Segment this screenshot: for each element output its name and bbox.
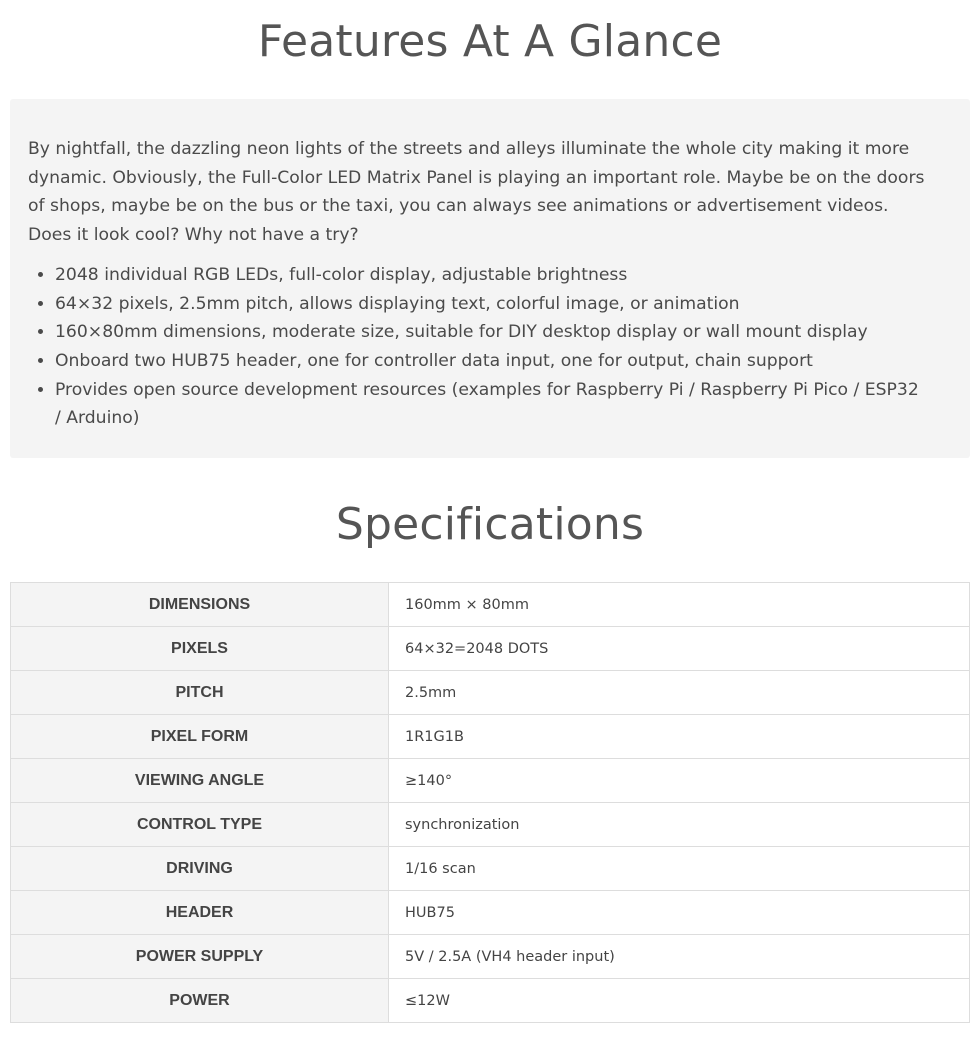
- spec-row-control-type: [11, 803, 970, 847]
- spec-key: DIMENSIONS: [11, 583, 389, 627]
- spec-value: synchronization: [389, 803, 970, 847]
- spec-row-pixel-form: [11, 715, 970, 759]
- spec-value: 1/16 scan: [389, 847, 970, 891]
- spec-key: PIXEL FORM: [11, 715, 389, 759]
- feature-item: • 2048 individual RGB LEDs, full-color display, adjustable brightness: [55, 261, 930, 290]
- spec-row-pixels: [11, 627, 970, 671]
- feature-item: • 64×32 pixels, 2.5mm pitch, allows displaying text, colorful image, or animation: [55, 290, 930, 319]
- feature-item: • Provides open source development resources (examples for Raspberry Pi / Raspberry Pi Pico / ESP32 / Arduino): [55, 376, 930, 433]
- spec-row-pitch: [11, 671, 970, 715]
- spec-value: 2.5mm: [389, 671, 970, 715]
- features-list: [28, 261, 930, 433]
- spec-row-power: [11, 979, 970, 1023]
- spec-key: VIEWING ANGLE: [11, 759, 389, 803]
- spec-row-dimensions: [11, 583, 970, 627]
- spec-key: POWER SUPPLY: [11, 935, 389, 979]
- spec-row-header: [11, 891, 970, 935]
- spec-key: CONTROL TYPE: [11, 803, 389, 847]
- specifications-title: Specifications: [335, 499, 645, 550]
- spec-value: ≥140°: [389, 759, 970, 803]
- spec-key: PITCH: [11, 671, 389, 715]
- spec-value: 1R1G1B: [389, 715, 970, 759]
- feature-item: • 160×80mm dimensions, moderate size, suitable for DIY desktop display or wall mount display: [55, 318, 930, 347]
- features-panel: [10, 99, 970, 458]
- features-title: Features At A Glance: [257, 16, 723, 67]
- spec-key: HEADER: [11, 891, 389, 935]
- spec-key: POWER: [11, 979, 389, 1023]
- spec-value: ≤12W: [389, 979, 970, 1023]
- spec-key: PIXELS: [11, 627, 389, 671]
- spec-value: 5V / 2.5A (VH4 header input): [389, 935, 970, 979]
- spec-value: HUB75: [389, 891, 970, 935]
- spec-value: 160mm × 80mm: [389, 583, 970, 627]
- spec-row-power-supply: [11, 935, 970, 979]
- spec-key: DRIVING: [11, 847, 389, 891]
- spec-row-viewing-angle: [11, 759, 970, 803]
- feature-item: • Onboard two HUB75 header, one for controller data input, one for output, chain support: [55, 347, 930, 376]
- specifications-table: [10, 582, 970, 1023]
- features-intro: By nightfall, the dazzling neon lights of the streets and alleys illuminate the whole city making it more dynamic. Obviously, the Full-Color LED Matrix Panel is playing an important role. Maybe be on the doors of shops, maybe be on the bus or the taxi, you can always see animations or advertisement videos. Does it look cool? Why not have a try?: [28, 139, 925, 246]
- spec-value: 64×32=2048 DOTS: [389, 627, 970, 671]
- spec-row-driving: [11, 847, 970, 891]
